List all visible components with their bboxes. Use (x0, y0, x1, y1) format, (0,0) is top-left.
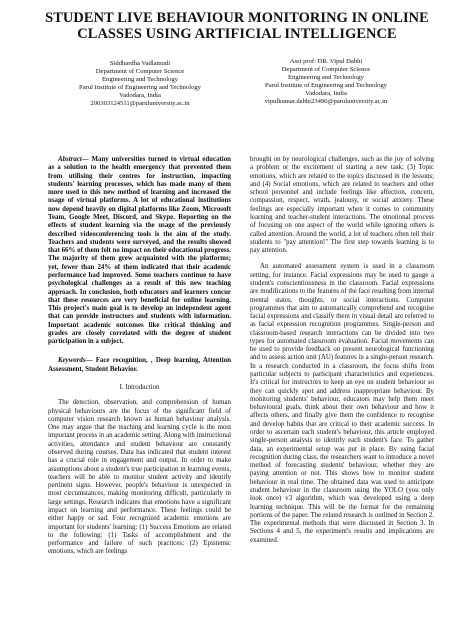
author-department: Department of Computer Science (281, 66, 371, 74)
author-email: 200303124511@paruluniversity.ac.in (90, 100, 190, 108)
author-city: Vadodara, India (305, 90, 347, 98)
intro-paragraph-1: The detection, observation, and comprehension of human physical behaviours are the focus of the significant field of computer vision research known as human behaviour analysis. One may argue that the teaching and learning cycle is the most important process in an academic setting. Along with instructional activities, attendance and student behaviour are constantly observed during courses. Data has indicated that student interest has a crucial role in engagement and output. In order to make assumptions about a student's true participation in learning events, teachers will be able to monitor student activity and identify pertinent signs. However, people's behaviour is unexpected in most circumstances, making monitoring difficult, particularly in large settings. Research indicates that emotions have a significant impact on learning and performance. These feelings could be either happy or sad. Four recognized academic emotions are important for students' learning: (1) Success Emotions are related to the following: (1) Tasks of accomplishment and the performance and failure of such practices; (2) Epistemic emotions, which are feelings (48, 399, 231, 556)
author-institute: Parul Institute of Engineering and Technology (265, 82, 387, 90)
abstract-text: Many universities turned to virtual education as a solution to the health emergency that prevented them from utilising their centres for instruction, impacting students' learning processes, which has made many of them more used to this new method of learning and increased the usage of virtual platforms. A lot of educational institutions now depend heavily on digital platforms like Zoom, Microsoft Team, Google Meet, Discord, and Skype. Reporting on the effects of student learning via the usage of the previously described videoconferencing tools is the aim of the study. Teachers and students were surveyed, and the results showed that 66% of them felt no impact on their educational progress. The majority of them grew acquainted with the platforms; yet, fewer than 24% of them indicated that their academic performance had improved. Some teachers continue to have psychological challenges as a result of this new teaching approach. In conclusion, both educators and learners concur that these resources are very beneficial for online learning. This project's main goal is to develop an independent agent that can provide instructors and students with information. Important academic outcomes like critical thinking and grades are closely correlated with the degree of student participation in a subject. (48, 156, 231, 346)
author-institute: Parul Institute of Engineering and Technology (79, 84, 201, 92)
author-city: Vadodara, India (119, 92, 161, 100)
abstract (48, 156, 231, 346)
intro-paragraph-2: An automated assessment system is used in a classroom setting, for instance. Facial expressions may be used to gauge a student's conscientiousness in the classroom. Facial expressions are modifications to the features of the face resulting from internal mental states, thoughts, or social interactions. Computer programmes that aim to automatically comprehend and recognise facial expressions and classify them in visual detail are referred to as facial expression recognition programmes. Single-person and classroom-based research interactions can be divided into two types for automated classroom evaluation. Facial movements can be used to provide feedback on present neurological functioning and to assess action unit (AU) features in a single-person research. In a research conducted in a classroom, the focus shifts from particular subjects to participant characteristics and experiences. It's critical for instructors to keep an eye on student behaviour so they can quickly spot and address inappropriate behaviour. By monitoring students' behaviour, educators may help them meet behavioural goals, think about their own behaviour and how it affects others, and finally give them the confidence to recognise and develop habits that are critical to their academic success. In order to ascertain each student's behaviour, this article employed single-person analysis to identify each student's face. To gather data, an experimental setup was put in place. By using facial recognition during class, the researchers want to introduce a novel method of forecasting students' behaviour, whether they are paying attention or not. This shows how to monitor student behaviour in real time. The obtained data was used to anticipate student behaviour in the classroom using the YOLO (you only look once) v3 algorithm, which was developed using a deep learning technique. This will be the format for the remaining portions of the paper. The related research is outlined in Section 2. The experimental methods that were discussed in Section 3. In Sections 4 and 5, the experiment's results and implications are examined. (250, 263, 434, 544)
keywords-label: Keywords— (58, 357, 93, 365)
author-department: Department of Computer Science (95, 68, 185, 76)
author-department-line2: Engineering and Technology (288, 74, 364, 82)
author-block-1 (60, 60, 220, 109)
author-email: vipulkumar.dabhi23496@paruluniversity.ac.in (264, 98, 388, 106)
keywords (48, 357, 231, 374)
intro-paragraph-continued: brought on by neurological challenges, such as the joy of solving a problem or the excitement of starting a new task; (3) Topic emotions, which are related to the topics discussed in the lessons; and (4) Social emotions, which are related to teachers and other school personnel and include feelings like affection, concern, compassion, respect, wrath, jealousy, or social anxiety. These feelings are especially important when it comes to community learning and teacher-student interactions. The emotional process of focusing on one aspect of the world while ignoring others is called attention. Around the world, a lot of teachers often tell their students to "pay attention!" The first step towards learning is to pay attention. (250, 156, 434, 255)
keywords-text: Face recognition, , Deep learning, Attention Assessment, Student Behavior. (48, 357, 231, 373)
paper-title: STUDENT LIVE BEHAVIOUR MONITORING IN ONLINE CLASSES USING ARTIFICIAL INTELLIGENCE (45, 10, 429, 42)
right-column (250, 156, 434, 545)
author-block-2 (246, 58, 406, 107)
author-name: Siddhardha Vadlamudi (109, 60, 171, 67)
author-department-line2: Engineering and Technology (102, 76, 178, 84)
section-heading-introduction: I. Introduction (119, 384, 160, 392)
abstract-label: Abstract— (58, 156, 89, 163)
left-column (48, 156, 231, 557)
author-name: Asst prof: DR. Vipul Dabhi (289, 58, 363, 65)
